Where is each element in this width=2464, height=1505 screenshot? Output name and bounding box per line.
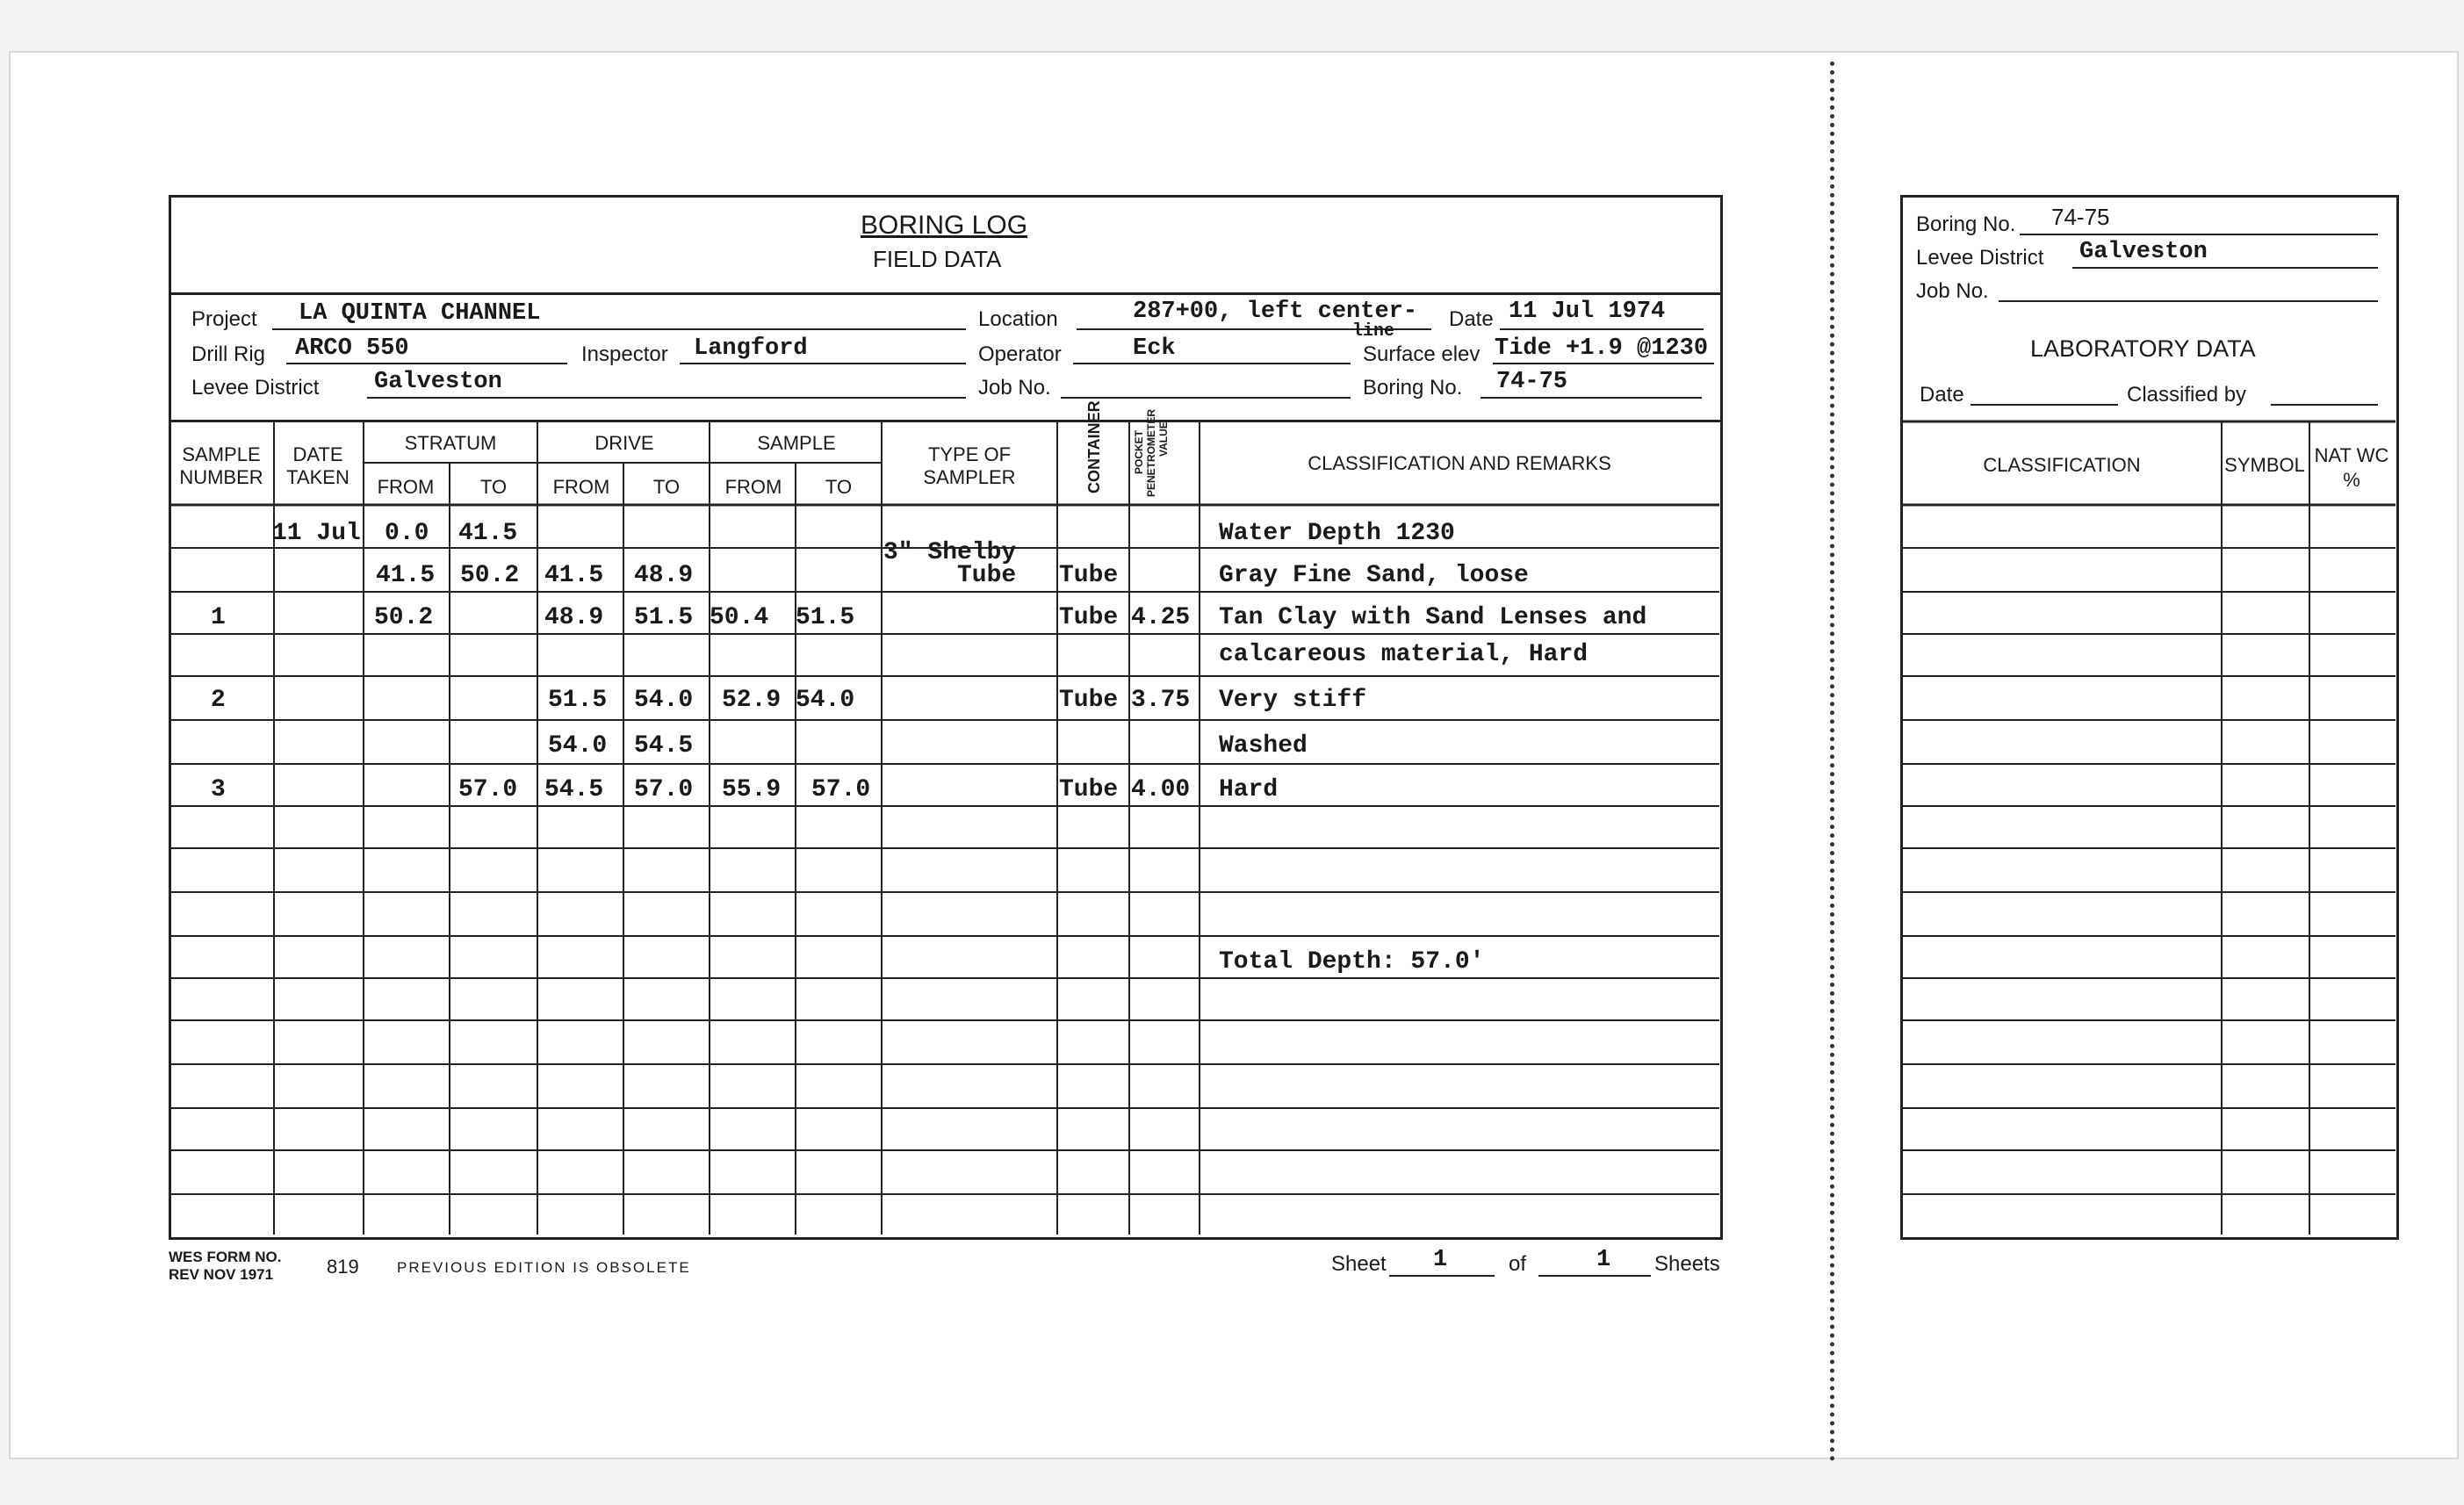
row2-sampler-cont: Tube — [957, 562, 1017, 589]
location-value-cont: line — [1352, 321, 1395, 342]
drill-rig-label: Drill Rig — [191, 342, 265, 366]
row3-pocket-pen: 4.25 — [1131, 604, 1191, 631]
lab-hdr-pct: % — [2343, 469, 2360, 491]
location-value: 287+00, left center- — [1133, 299, 1418, 325]
lab-levee-district-value: Galveston — [2079, 239, 2208, 265]
sheets-label: Sheets — [1654, 1252, 1720, 1276]
wes-form-no: WES FORM NO. — [169, 1249, 282, 1265]
hdr-pocket: POCKET — [1133, 429, 1145, 474]
levee-district-value: Galveston — [374, 369, 502, 395]
row5-sample-to: 54.0 — [796, 687, 855, 714]
location-label: Location — [978, 307, 1058, 331]
row5-sample-from: 52.9 — [722, 687, 782, 714]
row7-container: Tube — [1059, 776, 1119, 803]
surface-elev-label: Surface elev — [1363, 342, 1481, 366]
lab-classified-by-label: Classified by — [2127, 383, 2247, 407]
row2-container: Tube — [1059, 562, 1119, 589]
row2-drive-to: 48.9 — [634, 562, 694, 589]
row7-sample-number: 3 — [211, 776, 226, 803]
row2-drive-from: 41.5 — [544, 562, 604, 589]
row1-stratum-to: 41.5 — [458, 520, 518, 547]
row7-drive-from: 54.5 — [544, 776, 604, 803]
hdr-sample-number: SAMPLE NUMBER — [179, 443, 263, 488]
row3-drive-from: 48.9 — [544, 604, 604, 631]
hdr-sample: SAMPLE — [757, 432, 836, 454]
hdr-value: VALUE — [1157, 421, 1170, 457]
row3-sample-from: 50.4 — [710, 604, 769, 631]
rev-date: REV NOV 1971 — [169, 1266, 274, 1283]
job-no-label: Job No. — [978, 376, 1051, 400]
hdr-classification-remarks: CLASSIFICATION AND REMARKS — [1308, 452, 1611, 474]
date-label: Date — [1449, 307, 1494, 331]
inspector-label: Inspector — [581, 342, 668, 366]
row7-sample-to: 57.0 — [811, 776, 871, 803]
project-label: Project — [191, 307, 257, 331]
date-value: 11 Jul 1974 — [1509, 299, 1666, 325]
row5-remarks: Very stiff — [1219, 687, 1367, 714]
operator-value: Eck — [1133, 335, 1176, 362]
levee-district-label: Levee District — [191, 376, 320, 400]
hdr-drive: DRIVE — [594, 432, 654, 454]
row5-drive-from: 51.5 — [548, 687, 608, 714]
row6-remarks: Washed — [1219, 732, 1308, 760]
hdr-stratum-to: TO — [479, 476, 508, 498]
row5-container: Tube — [1059, 687, 1119, 714]
lab-hdr-classification: CLASSIFICATION — [1983, 454, 2141, 476]
row1-date: 11 Jul — [272, 520, 361, 547]
row6-drive-from: 54.0 — [548, 732, 608, 760]
lab-hdr-nat-wc: NAT WC — [2314, 444, 2389, 466]
project-value: LA QUINTA CHANNEL — [299, 300, 541, 327]
form-title: BORING LOG — [861, 211, 1028, 240]
row3-sample-number: 1 — [211, 604, 226, 631]
hdr-date-taken: DATE TAKEN — [286, 443, 349, 488]
row1-remarks: Water Depth 1230 — [1219, 520, 1455, 547]
hdr-container: CONTAINER — [1085, 400, 1103, 493]
total-depth-remarks: Total Depth: 57.0' — [1219, 948, 1485, 976]
of-value: 1 — [1596, 1247, 1611, 1273]
drill-rig-value: ARCO 550 — [295, 335, 409, 362]
hdr-type-of-sampler: TYPE OF SAMPLER — [923, 443, 1016, 488]
row5-pocket-pen: 3.75 — [1131, 687, 1191, 714]
lab-title: LABORATORY DATA — [2030, 335, 2256, 362]
row7-sample-from: 55.9 — [722, 776, 782, 803]
hdr-stratum-from: FROM — [377, 476, 435, 498]
operator-label: Operator — [978, 342, 1062, 366]
lab-levee-district-label: Levee District — [1916, 246, 2044, 270]
row6-drive-to: 54.5 — [634, 732, 694, 760]
form-number: 819 — [327, 1256, 359, 1278]
row7-remarks: Hard — [1219, 776, 1279, 803]
row3-drive-to: 51.5 — [634, 604, 694, 631]
row5-sample-number: 2 — [211, 687, 226, 714]
boring-no-label: Boring No. — [1363, 376, 1463, 400]
row2-remarks: Gray Fine Sand, loose — [1219, 562, 1529, 589]
row2-stratum-from: 41.5 — [376, 562, 436, 589]
row3-remarks: Tan Clay with Sand Lenses and — [1219, 604, 1647, 631]
row7-stratum-to: 57.0 — [458, 776, 518, 803]
row3-sample-to: 51.5 — [796, 604, 855, 631]
sheet-value: 1 — [1433, 1247, 1448, 1273]
hdr-drive-from: FROM — [552, 476, 610, 498]
lab-boring-no-value: 74-75 — [2051, 204, 2110, 230]
row1-stratum-from: 0.0 — [385, 520, 429, 547]
boring-no-value: 74-75 — [1496, 369, 1568, 395]
row2-stratum-to: 50.2 — [460, 562, 520, 589]
lab-boring-no-label: Boring No. — [1916, 212, 2016, 236]
row4-remarks: calcareous material, Hard — [1219, 641, 1589, 668]
surface-elev-value: Tide +1.9 @1230 — [1495, 335, 1709, 362]
row7-drive-to: 57.0 — [634, 776, 694, 803]
lab-hdr-symbol: SYMBOL — [2224, 454, 2305, 476]
hdr-stratum: STRATUM — [404, 432, 497, 454]
of-label: of — [1509, 1252, 1527, 1276]
row2-sampler: 3" Shelby — [883, 539, 1017, 566]
form-subtitle: FIELD DATA — [873, 246, 1002, 272]
hdr-sample-to: TO — [825, 476, 853, 498]
row3-container: Tube — [1059, 604, 1119, 631]
hdr-drive-to: TO — [652, 476, 681, 498]
sheet-label: Sheet — [1331, 1252, 1387, 1276]
inspector-value: Langford — [694, 335, 808, 362]
obsolete-notice: PREVIOUS EDITION IS OBSOLETE — [397, 1259, 691, 1276]
lab-job-no-label: Job No. — [1916, 279, 1989, 303]
row3-stratum-from: 50.2 — [374, 604, 434, 631]
row5-drive-to: 54.0 — [634, 687, 694, 714]
hdr-sample-from: FROM — [724, 476, 782, 498]
hdr-penetrometer: PENETROMETER — [1145, 408, 1157, 497]
row7-pocket-pen: 4.00 — [1131, 776, 1191, 803]
lab-date-label: Date — [1920, 383, 1964, 407]
